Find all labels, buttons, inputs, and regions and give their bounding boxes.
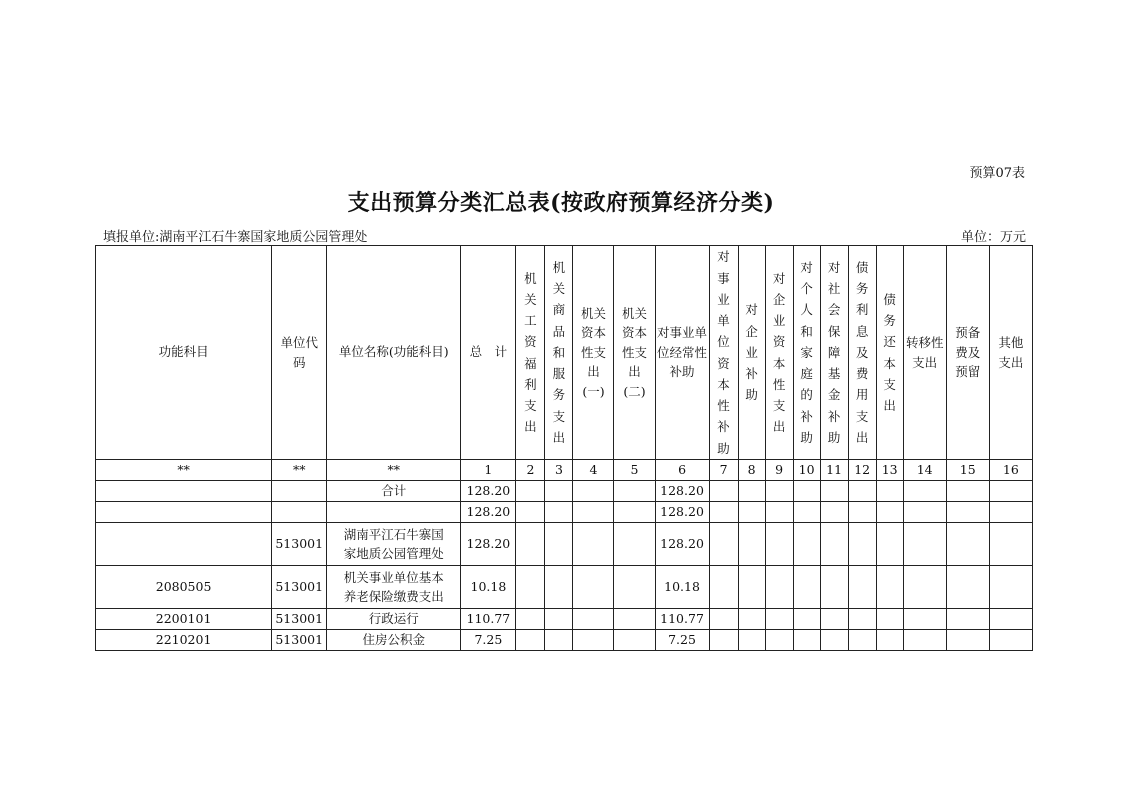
unit-name-cell: 住房公积金 [327,630,461,651]
fill-unit: 填报单位:湖南平江石牛寨国家地质公园管理处 [103,230,368,245]
unit-code-cell [272,502,327,523]
header-cell: 对个人和家庭的补助 [793,246,820,460]
header-cell: 机关资本性支出(一) [573,246,614,460]
func-code-cell [96,523,272,566]
total-cell: 7.25 [461,630,516,651]
table-row [96,502,1033,523]
table-row [96,566,1033,609]
index-cell: 3 [545,460,573,481]
header-cell: 机关商品和服务支出 [545,246,573,460]
index-cell: 5 [614,460,655,481]
unit-code-cell: 513001 [272,609,327,630]
func-code-cell [96,481,272,502]
unit-name-cell: 湖南平江石牛寨国家地质公园管理处 [327,523,461,566]
index-cell: 9 [765,460,793,481]
index-cell: 7 [709,460,738,481]
header-cell: 预备费及预留 [946,246,989,460]
total-cell: 128.20 [461,502,516,523]
index-cell: ** [96,460,272,481]
func-code-cell: 2200101 [96,609,272,630]
index-cell: 2 [516,460,545,481]
unit-code-cell: 513001 [272,523,327,566]
index-cell: 8 [738,460,765,481]
table-row [96,481,1033,502]
header-cell: 机关资本性支出(二) [614,246,655,460]
unit-code-cell: 513001 [272,630,327,651]
header-cell: 对企业补助 [738,246,765,460]
header-cell: 功能科目 [96,246,272,460]
func-code-cell [96,502,272,523]
func-code-cell: 2210201 [96,630,272,651]
table-row [96,609,1033,630]
header-cell: 债务还本支出 [876,246,903,460]
unit-name-cell: 合计 [327,481,461,502]
form-number: 预算07表 [969,166,1025,181]
func-code-cell: 2080505 [96,566,272,609]
index-cell: 12 [848,460,876,481]
index-cell: 14 [903,460,946,481]
header-cell: 其他支出 [989,246,1032,460]
header-cell: 总 计 [461,246,516,460]
total-cell: 110.77 [461,609,516,630]
index-cell: 13 [876,460,903,481]
index-cell: ** [272,460,327,481]
header-cell: 债务利息及费用支出 [848,246,876,460]
index-cell: 1 [461,460,516,481]
total-cell: 10.18 [461,566,516,609]
subsidy-cell: 110.77 [655,609,709,630]
index-row [96,460,1033,481]
unit-code-cell: 513001 [272,566,327,609]
table-row [96,630,1033,651]
currency-unit: 单位：万元 [960,230,1026,245]
header-cell: 对事业单位经常性补助 [655,246,709,460]
index-cell: 15 [946,460,989,481]
subsidy-cell: 7.25 [655,630,709,651]
table-row [96,523,1033,566]
unit-name-cell: 机关事业单位基本养老保险缴费支出 [327,566,461,609]
total-cell: 128.20 [461,523,516,566]
header-cell: 单位名称(功能科目) [327,246,461,460]
index-cell: ** [327,460,461,481]
unit-name-cell [327,502,461,523]
header-cell: 机关工资福利支出 [516,246,545,460]
budget-table [95,245,1033,651]
index-cell: 4 [573,460,614,481]
header-cell: 对社会保障基金补助 [820,246,848,460]
header-cell: 对企业资本性支出 [765,246,793,460]
page-title: 支出预算分类汇总表(按政府预算经济分类) [347,190,775,216]
total-cell: 128.20 [461,481,516,502]
index-cell: 11 [820,460,848,481]
index-cell: 16 [989,460,1032,481]
subsidy-cell: 128.20 [655,481,709,502]
header-cell: 单位代码 [272,246,327,460]
header-row [96,246,1033,460]
header-cell: 转移性支出 [903,246,946,460]
subsidy-cell: 128.20 [655,523,709,566]
unit-name-cell: 行政运行 [327,609,461,630]
subsidy-cell: 128.20 [655,502,709,523]
index-cell: 6 [655,460,709,481]
index-cell: 10 [793,460,820,481]
subsidy-cell: 10.18 [655,566,709,609]
unit-code-cell [272,481,327,502]
header-cell: 对事业单位资本性补助 [709,246,738,460]
